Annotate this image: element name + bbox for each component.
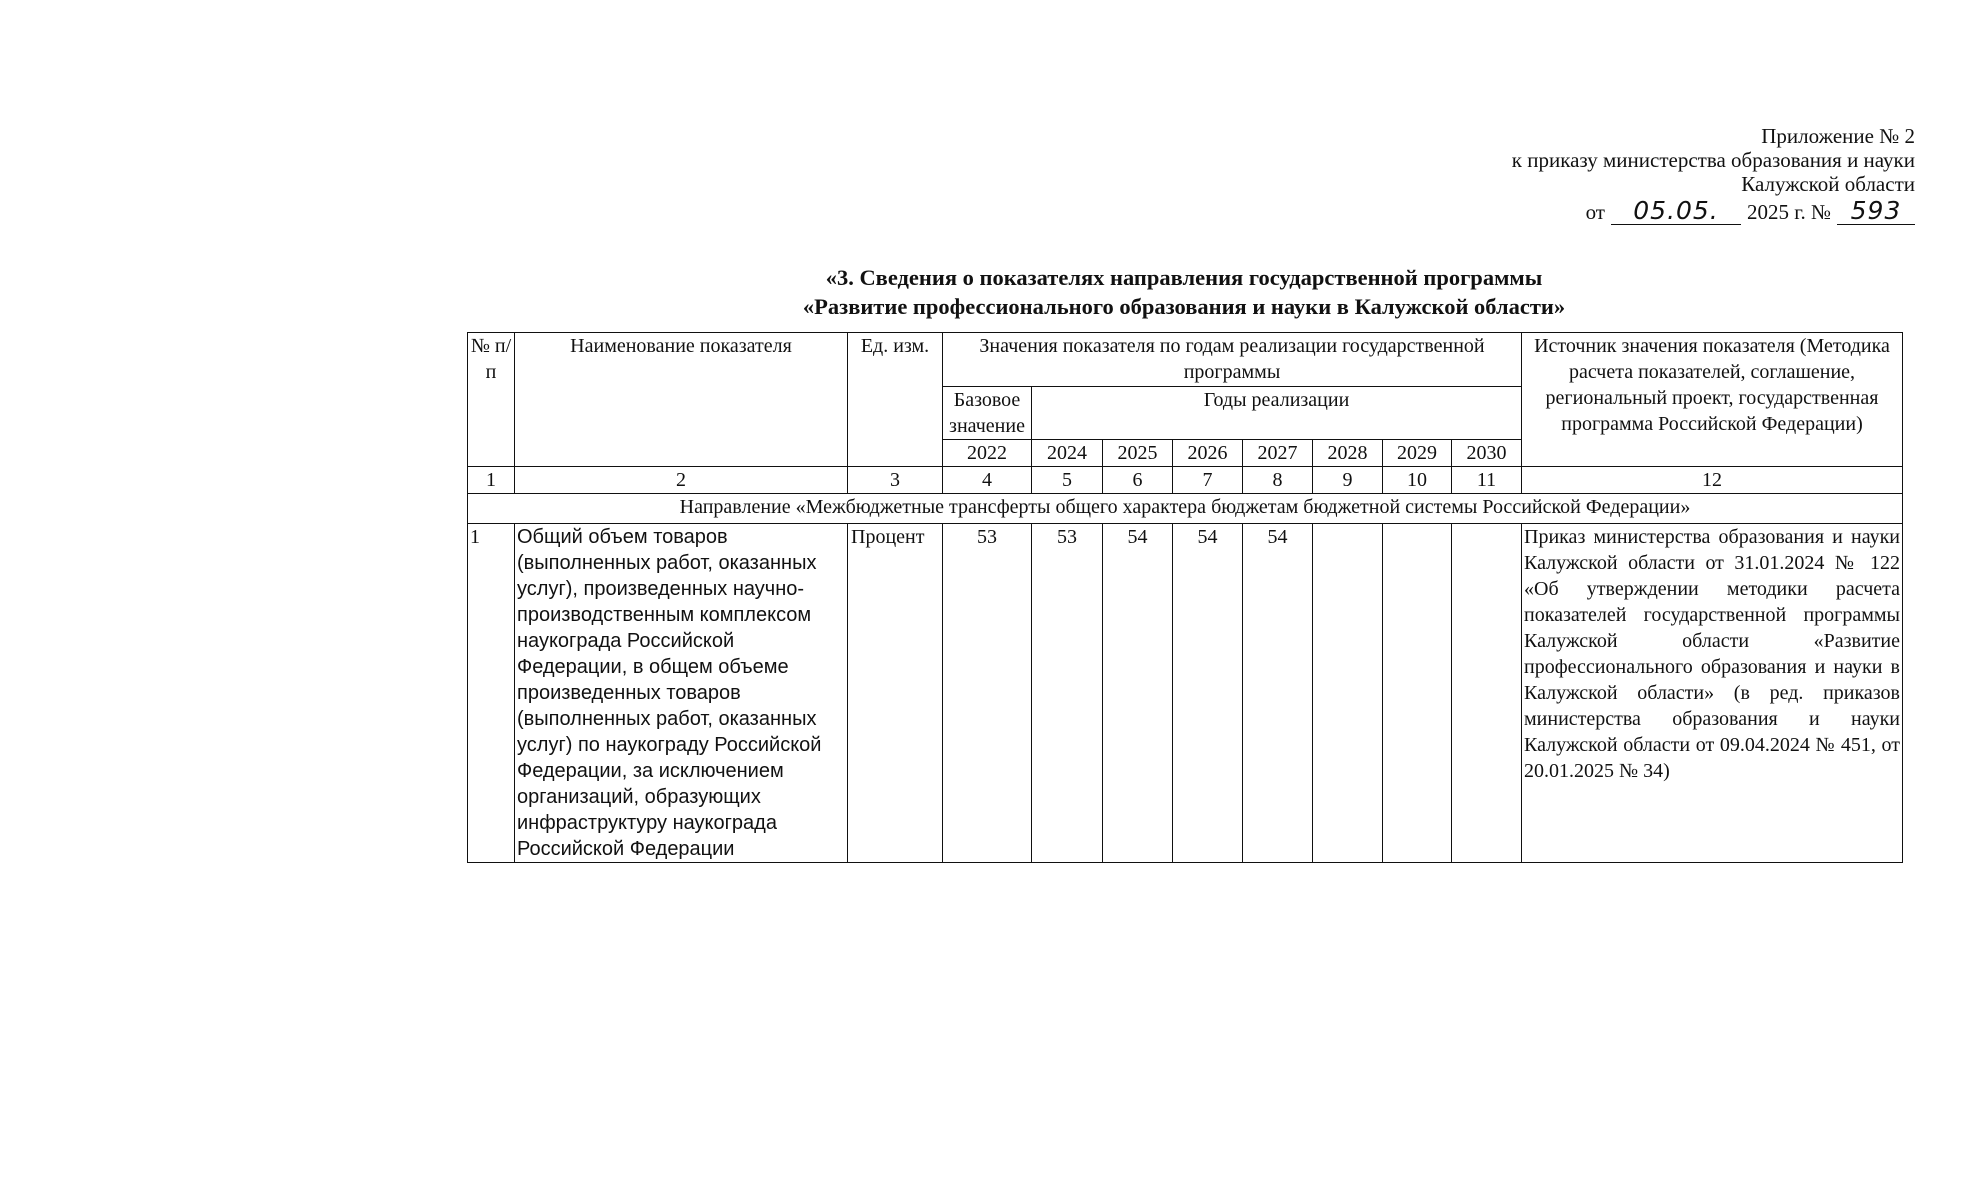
column-number: 9: [1313, 467, 1383, 494]
header-years-group: Годы реализации: [1032, 387, 1522, 440]
column-number: 5: [1032, 467, 1103, 494]
column-number: 10: [1383, 467, 1452, 494]
header-year: 2025: [1103, 440, 1173, 467]
table-row: [468, 524, 1903, 863]
header-year: 2030: [1452, 440, 1522, 467]
header-year: 2027: [1243, 440, 1313, 467]
row-value-base: 53: [943, 524, 1032, 863]
row-unit: Процент: [848, 524, 943, 863]
handwritten-date: 05.05.: [1611, 198, 1741, 225]
header-base: Базовое значение: [943, 387, 1032, 440]
header-base-year: 2022: [943, 440, 1032, 467]
row-value-2027: 54: [1243, 524, 1313, 863]
direction-row: [468, 494, 1903, 524]
row-value-2026: 54: [1173, 524, 1243, 863]
document-title: [466, 263, 1902, 321]
column-number: 8: [1243, 467, 1313, 494]
appendix-order-ref: к приказу министерства образования и науки: [1511, 148, 1915, 172]
indicators-table: [467, 332, 1903, 863]
column-number: 12: [1522, 467, 1903, 494]
header-year: 2029: [1383, 440, 1452, 467]
row-source: Приказ министерства образования и науки Калужской области от 31.01.2024 № 122 «Об утверждении методики расчета показателей государственной программы Калужской области «Развитие профессионального образования и науки в Калужской области» (в ред. приказов министерства образования и науки Калужской области от 09.04.2024 № 451, от 20.01.2025 № 34): [1522, 524, 1903, 863]
row-value-2028: [1313, 524, 1383, 863]
header-name: Наименование показателя: [515, 333, 848, 467]
appendix-dateline: [1512, 198, 1915, 225]
column-number: 3: [848, 467, 943, 494]
appendix-region: Калужской области: [1741, 172, 1915, 196]
header-year: 2024: [1032, 440, 1103, 467]
column-number-row: [468, 467, 1903, 494]
direction-title: Направление «Межбюджетные трансферты общего характера бюджетам бюджетной системы Российской Федерации»: [468, 494, 1903, 524]
title-line-2: «Развитие профессионального образования и науки в Калужской области»: [802, 294, 1566, 319]
row-value-2024: 53: [1032, 524, 1103, 863]
appendix-block: [1512, 124, 1915, 225]
header-year: 2028: [1313, 440, 1383, 467]
row-value-2030: [1452, 524, 1522, 863]
handwritten-order-number: 593: [1837, 198, 1915, 225]
column-number: 7: [1173, 467, 1243, 494]
column-number: 11: [1452, 467, 1522, 494]
header-source: Источник значения показателя (Методика расчета показателей, соглашение, региональный проект, государственная программа Российской Федерации): [1522, 333, 1903, 467]
title-line-1: «3. Сведения о показателях направления государственной программы: [825, 265, 1543, 290]
appendix-year-text: 2025 г. №: [1746, 200, 1831, 224]
row-indicator-name: Общий объем товаров (выполненных работ, оказанных услуг), произведенных научно-производственным комплексом наукограда Российской Федерации, в общем объеме произведенных товаров (выполненных работ, оказанных услуг) по наукограду Российской Федерации, за исключением организаций, образующих инфраструктуру наукограда Российской Федерации: [515, 524, 848, 863]
header-values-group: Значения показателя по годам реализации государственной программы: [943, 333, 1522, 387]
header-unit: Ед. изм.: [848, 333, 943, 467]
header-num: № п/п: [468, 333, 515, 467]
column-number: 6: [1103, 467, 1173, 494]
appendix-title: Приложение № 2: [1761, 124, 1915, 148]
column-number: 1: [468, 467, 515, 494]
row-num: 1: [468, 524, 515, 863]
column-number: 2: [515, 467, 848, 494]
header-year: 2026: [1173, 440, 1243, 467]
header-row-1: [468, 333, 1903, 387]
row-value-2029: [1383, 524, 1452, 863]
column-number: 4: [943, 467, 1032, 494]
row-value-2025: 54: [1103, 524, 1173, 863]
appendix-from-label: от: [1585, 200, 1605, 224]
